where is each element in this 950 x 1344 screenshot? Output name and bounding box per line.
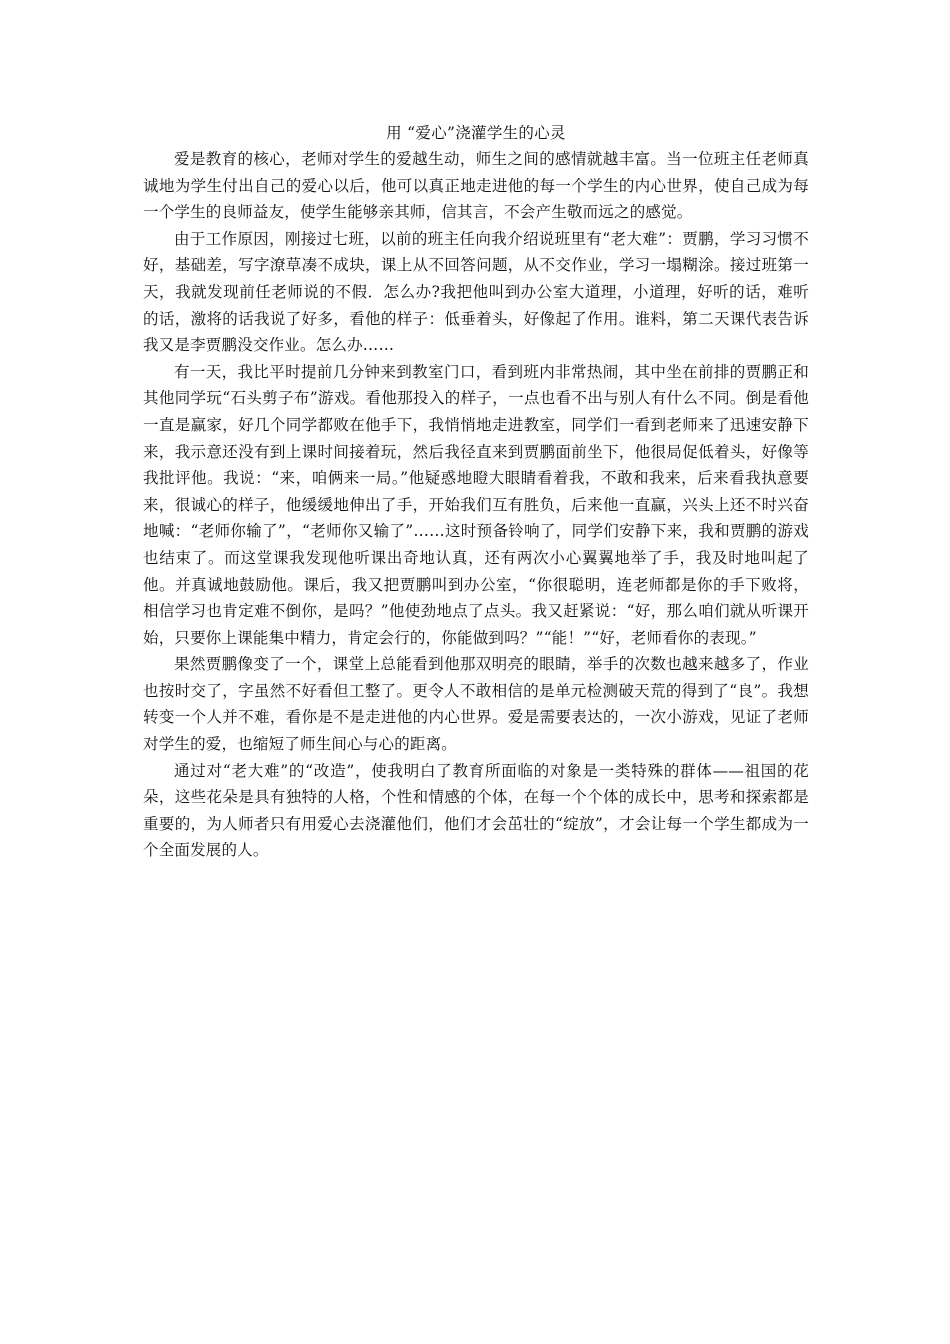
paragraph-3: 有一天，我比平时提前几分钟来到教室门口，看到班内非常热闹，其中坐在前排的贾鹏正和其他同学玩“石头剪子布”游戏。看他那投入的样子，一点也看不出与别人有什么不同。倒是看他一直是赢家，好几个同学都败在他手下，我悄悄地走进教室，同学们一看到老师来了迅速安静下来，我示意还没有到上课时间接着玩，然后我径直来到贾鹏面前坐下，他很局促低着头，好像等我批评他。我说：“来，咱俩来一局。”他疑惑地瞪大眼睛看着我，不敢和我来，后来看我执意要来，很诚心的样子，他缓缓地伸出了手，开始我们互有胜负，后来他一直赢，兴头上还不时兴奋地喊：“老师你输了”，“老师你又输了”……这时预备铃响了，同学们安静下来，我和贾鹏的游戏也结束了。而这堂课我发现他听课出奇地认真，还有两次小心翼翼地举了手，我及时地叫起了他。并真诚地鼓励他。课后，我又把贾鹏叫到办公室，“你很聪明，连老师都是你的手下败将，相信学习也肯定难不倒你，是吗？”他使劲地点了点头。我又赶紧说：“好，那么咱们就从听课开始，只要你上课能集中精力，肯定会行的，你能做到吗？”“能！”“好，老师看你的表现。” bbox=[143, 362, 809, 647]
paragraph-4: 果然贾鹏像变了一个，课堂上总能看到他那双明亮的眼睛，举手的次数也越来越多了，作业也按时交了，字虽然不好看但工整了。更令人不敢相信的是单元检测破天荒的得到了“良”。我想转变一个人并不难，看你是不是走进他的内心世界。爱是需要表达的，一次小游戏，见证了老师对学生的爱，也缩短了师生间心与心的距离。 bbox=[143, 655, 809, 754]
paragraph-5: 通过对“老大难”的“改造”，使我明白了教育所面临的对象是一类特殊的群体——祖国的花朵，这些花朵是具有独特的人格，个性和情感的个体，在每一个个体的成长中，思考和探索都是重要的，为人师者只有用爱心去浇灌他们，他们才会茁壮的“绽放”，才会让每一个学生都成为一个全面发展的人。 bbox=[143, 761, 809, 860]
document-title: 用 “爱心”浇灌学生的心灵 bbox=[386, 124, 566, 142]
document-page bbox=[143, 120, 809, 864]
paragraph-1: 爱是教育的核心，老师对学生的爱越生动，师生之间的感情就越丰富。当一位班主任老师真诚地为学生付出自己的爱心以后，他可以真正地走进他的每一个学生的内心世界，使自己成为每一个学生的良师益友，使学生能够亲其师，信其言，不会产生敬而远之的感觉。 bbox=[143, 150, 809, 222]
paragraph-2: 由于工作原因，刚接过七班，以前的班主任向我介绍说班里有“老大难”：贾鹏，学习习惯不好，基础差，写字潦草凑不成块，课上从不回答问题，从不交作业，学习一塌糊涂。接过班第一天，我就发现前任老师说的不假．怎么办?我把他叫到办公室大道理，小道理，好听的话，难听的话，激将的话我说了好多，看他的样子：低垂着头，好像起了作用。谁料，第二天课代表告诉我又是李贾鹏没交作业。怎么办…… bbox=[143, 229, 809, 355]
